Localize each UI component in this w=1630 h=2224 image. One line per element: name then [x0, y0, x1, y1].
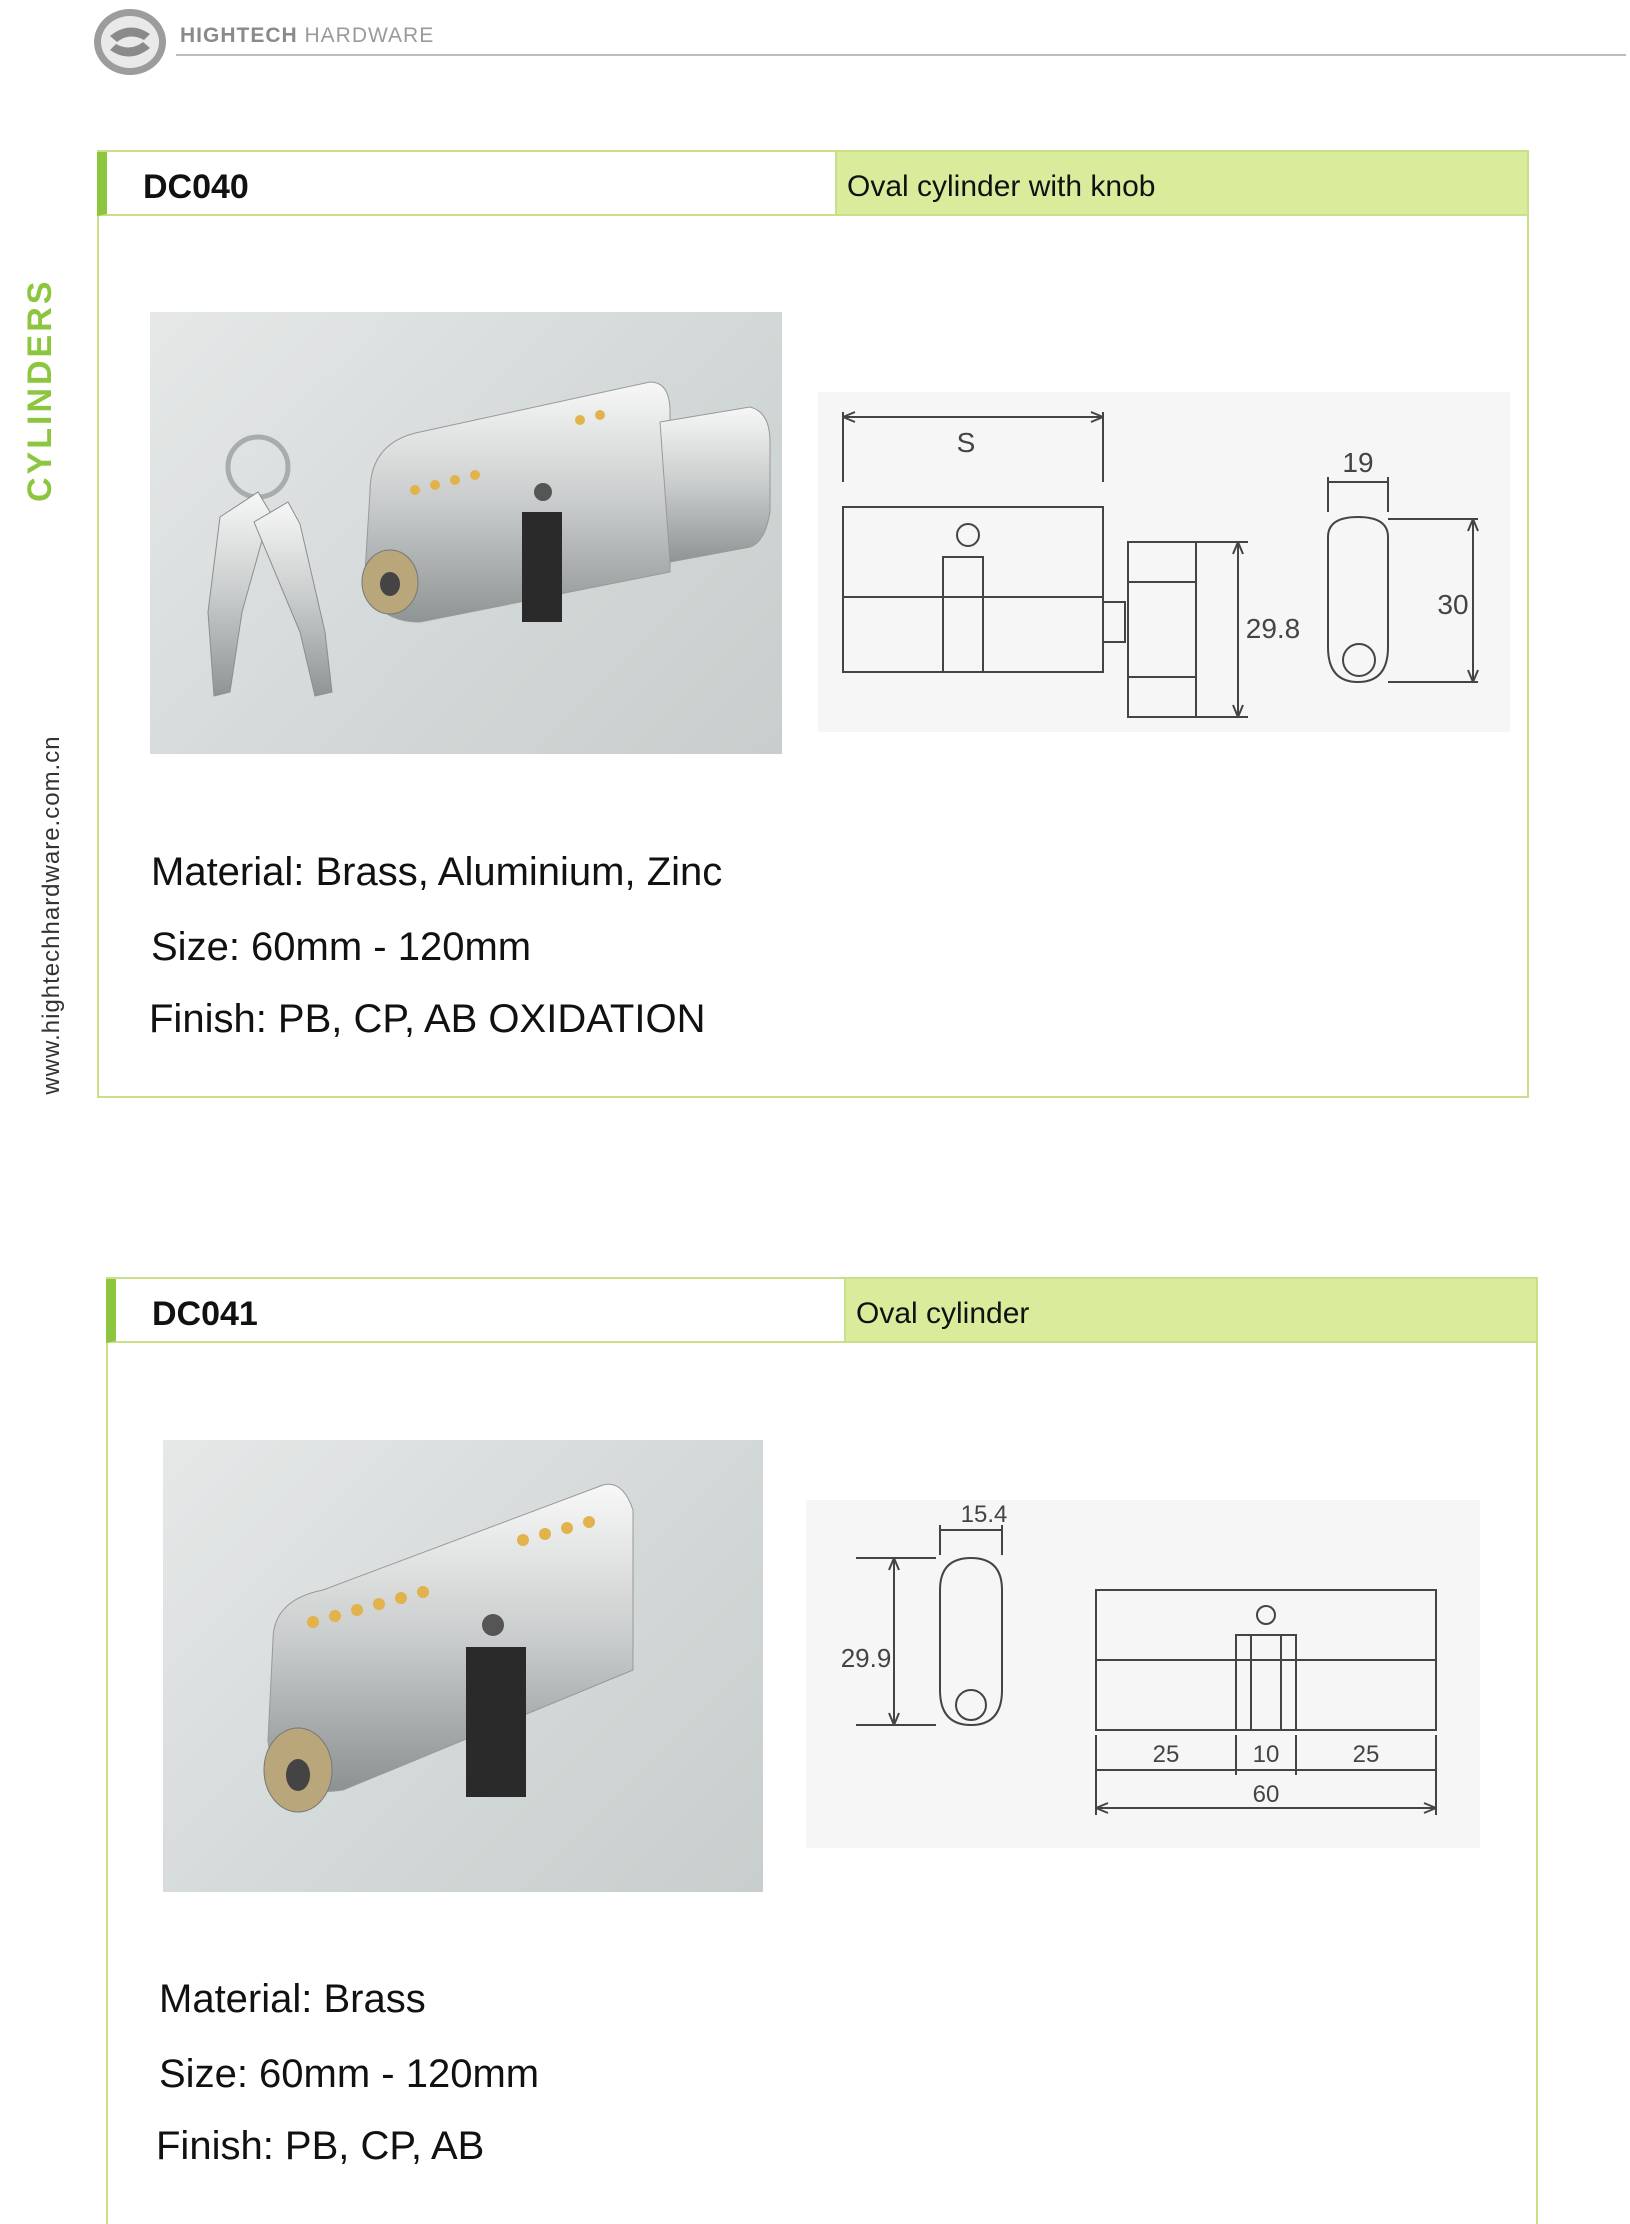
website-url: www.hightechhardware.com.cn: [38, 735, 65, 1095]
spec-material: Material: Brass, Aluminium, Zinc: [151, 850, 723, 894]
dimension-30: 30: [1437, 589, 1469, 620]
product-code-header: [97, 152, 835, 216]
spec-material: Material: Brass: [159, 1977, 426, 2021]
product-photo-dc040: [150, 312, 782, 754]
dimension-10: 10: [1252, 1741, 1280, 1768]
dimension-29-8: 29.8: [1245, 613, 1301, 644]
product-description-header: [844, 1279, 1536, 1343]
technical-drawing-dc040: [818, 392, 1510, 732]
product-code: DC040: [143, 168, 249, 206]
category-label: CYLINDERS: [21, 278, 59, 502]
spec-size: Size: 60mm - 120mm: [159, 2052, 540, 2096]
product-description: Oval cylinder with knob: [847, 170, 1156, 203]
brand-name: HIGHTECH HARDWARE: [180, 24, 435, 47]
spec-size: Size: 60mm - 120mm: [151, 925, 532, 969]
dimension-s: S: [956, 427, 976, 458]
dimension-25-right: 25: [1352, 1741, 1380, 1768]
product-code-header: [106, 1279, 844, 1343]
product-code: DC041: [152, 1295, 258, 1333]
header-divider: [176, 54, 1626, 56]
technical-drawing-dc041: [806, 1500, 1480, 1848]
dimension-29-9: 29.9: [840, 1643, 892, 1673]
dimension-60: 60: [1252, 1781, 1280, 1808]
product-description-header: [835, 152, 1527, 216]
spec-finish: Finish: PB, CP, AB: [156, 2124, 485, 2168]
company-logo-icon: [90, 6, 170, 78]
dimension-19: 19: [1342, 447, 1374, 478]
product-description: Oval cylinder: [856, 1297, 1030, 1330]
spec-finish: Finish: PB, CP, AB OXIDATION: [149, 997, 706, 1041]
dimension-25-left: 25: [1152, 1741, 1180, 1768]
product-photo-dc041: [163, 1440, 763, 1892]
dimension-15-4: 15.4: [960, 1501, 1008, 1528]
